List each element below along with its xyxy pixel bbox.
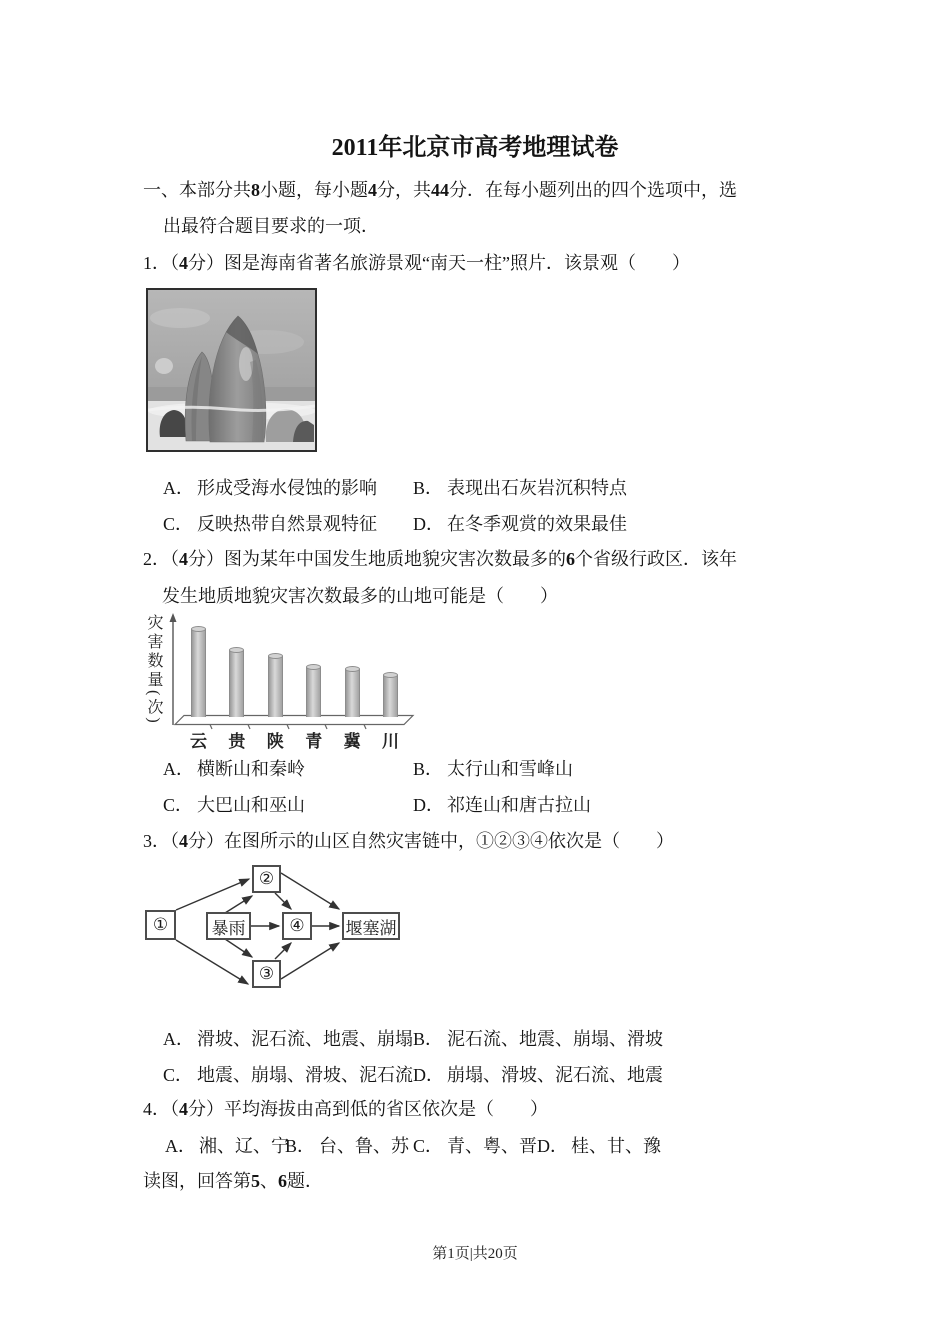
question-4-number: 4． — [143, 1099, 170, 1119]
q4-option-b: B． 台、鲁、苏 — [285, 1136, 409, 1156]
chart-bar-top — [345, 666, 360, 672]
question-2-stem-line2: 发生地质地貌灾害次数最多的山地可能是（ ） — [162, 586, 558, 606]
chart-category-label: 陕 — [266, 732, 284, 751]
question-3-number: 3． — [143, 831, 170, 851]
q1-option-d: D． 在冬季观赏的效果最佳 — [413, 514, 627, 534]
chart-bar-贵 — [229, 650, 244, 717]
chart-bar-top — [383, 672, 398, 678]
flowchart-node-2: ② — [252, 865, 281, 893]
disaster-bar-chart — [140, 611, 430, 761]
doc-title: 2011年北京市高考地理试卷 — [331, 135, 619, 161]
read-figure-instruction: 读图，回答第5、6题． — [143, 1171, 323, 1191]
photo-illustration — [148, 290, 315, 450]
q4-option-c: C． 青、粤、晋 — [413, 1136, 537, 1156]
chart-plot-area — [140, 611, 430, 761]
chart-bar-top — [229, 647, 244, 653]
q1-option-a: A． 形成受海水侵蚀的影响 — [163, 478, 377, 498]
q1-option-b: B． 表现出石灰岩沉积特点 — [413, 478, 627, 498]
question-2-number: 2． — [143, 549, 170, 569]
flowchart-node-barrier-lake: 堰塞湖 — [342, 912, 400, 940]
q2-option-b: B． 太行山和雪峰山 — [413, 759, 573, 779]
flowchart-node-4: ④ — [282, 912, 312, 940]
page-footer: 第1页|共20页 — [432, 1246, 518, 1262]
flowchart-node-3: ③ — [252, 960, 281, 988]
chart-category-label: 川 — [382, 732, 399, 751]
q3-option-c: C． 地震、崩塌、滑坡、泥石流 — [163, 1065, 413, 1085]
q1-option-c: C． 反映热带自然景观特征 — [163, 514, 377, 534]
scenic-photo-nantianyizhu — [146, 288, 317, 452]
chart-category-label: 贵 — [228, 732, 246, 751]
chart-bar-top — [306, 664, 321, 670]
q2-option-c: C． 大巴山和巫山 — [163, 795, 305, 815]
chart-category-label: 冀 — [343, 732, 361, 751]
chart-bar-云 — [191, 629, 206, 717]
q2-option-a: A． 横断山和秦岭 — [163, 759, 305, 779]
chart-bar-top — [191, 626, 206, 632]
q3-option-d: D． 崩塌、滑坡、泥石流、地震 — [413, 1065, 663, 1085]
chart-bar-top — [268, 653, 283, 659]
disaster-chain-flowchart — [143, 858, 413, 1006]
chart-category-label: 云 — [190, 732, 207, 751]
q3-option-a: A． 滑坡、泥石流、地震、崩塌 — [163, 1029, 413, 1049]
question-1-number: 1． — [143, 253, 170, 273]
section-header-line2: 出最符合题目要求的一项． — [163, 216, 379, 236]
question-1-stem: 1．（4分）图是海南省著名旅游景观“南天一柱”照片．该景观（ ） — [143, 253, 690, 273]
question-4-stem: 4．（4分）平均海拔由高到低的省区依次是（ ） — [143, 1099, 548, 1119]
chart-bar-陕 — [268, 656, 283, 717]
chart-bar-青 — [306, 667, 321, 717]
question-3-stem: 3．（4分）在图所示的山区自然灾害链中，①②③④依次是（ ） — [143, 831, 674, 851]
q3-option-b: B． 泥石流、地震、崩塌、滑坡 — [413, 1029, 663, 1049]
chart-bar-冀 — [345, 669, 360, 717]
chart-category-label: 青 — [305, 732, 323, 751]
section-header-line1: 一、本部分共8小题，每小题4分，共44分．在每小题列出的四个选项中，选 — [143, 180, 737, 200]
question-2-stem-line1: 2．（4分）图为某年中国发生地质地貌灾害次数最多的6个省级行政区．该年 — [143, 549, 737, 569]
q2-option-d: D． 祁连山和唐古拉山 — [413, 795, 591, 815]
flowchart-node-rainstorm: 暴雨 — [206, 912, 251, 940]
q4-option-d: D． 桂、甘、豫 — [537, 1136, 661, 1156]
flowchart-node-1: ① — [145, 910, 176, 940]
chart-bar-川 — [383, 675, 398, 717]
chart-y-axis-label: 灾害数量(次) — [145, 614, 162, 726]
q4-option-a: A． 湘、辽、宁 — [165, 1136, 289, 1156]
